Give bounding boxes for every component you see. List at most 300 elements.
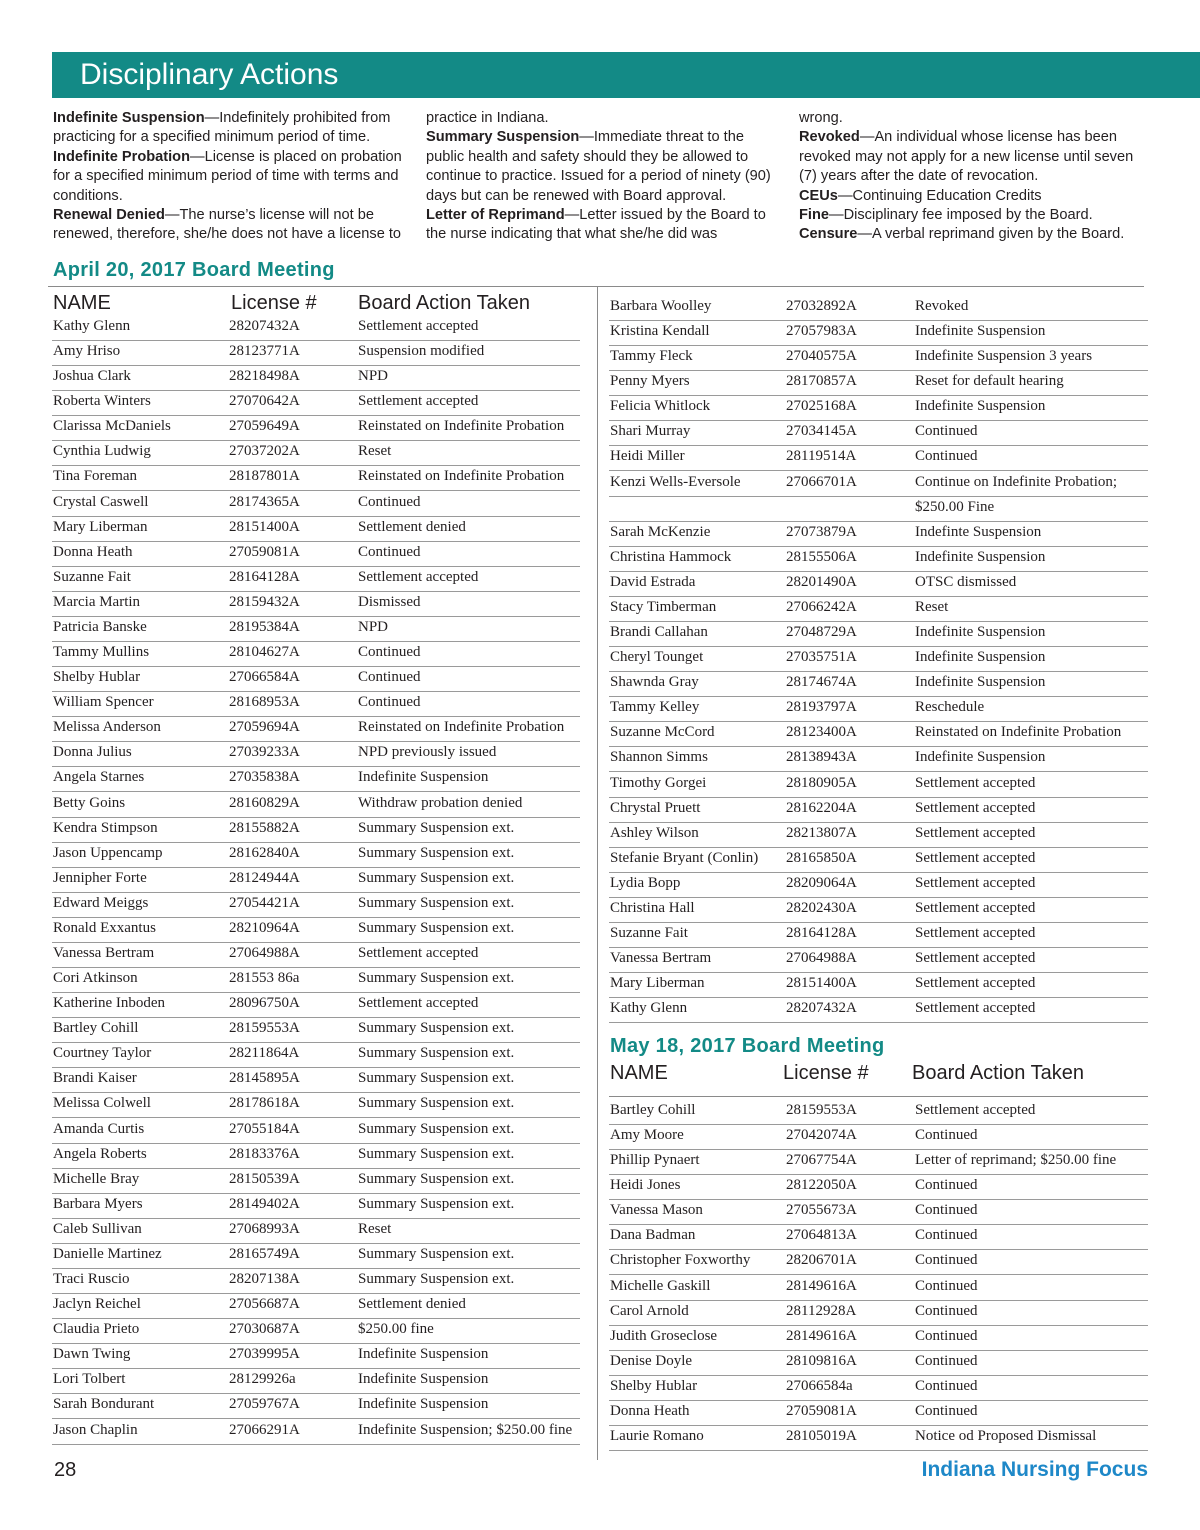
definition-text: practice in Indiana. [426, 110, 549, 126]
row-action: Continued [358, 543, 421, 560]
definition-term: Letter of Reprimand [426, 207, 565, 224]
table-row [609, 823, 1148, 848]
row-license: 27035751A [786, 649, 857, 666]
row-license: 27059081A [786, 1402, 857, 1419]
row-license: 27059767A [229, 1396, 300, 1413]
row-name: Jennipher Forte [53, 869, 147, 886]
table-row [609, 497, 1148, 522]
row-action: Indefinite Suspension [915, 674, 1046, 691]
table-row [52, 1093, 580, 1118]
table-row [609, 998, 1148, 1023]
row-license: 27070642A [229, 393, 300, 410]
row-license: 27048729A [786, 624, 857, 641]
table-row [609, 522, 1148, 547]
row-action: Continued [915, 1127, 978, 1144]
row-action: Notice od Proposed Dismissal [915, 1428, 1097, 1445]
row-action: Summary Suspension ext. [358, 844, 515, 861]
table-row [52, 893, 580, 918]
definition-entry [799, 206, 1144, 225]
table-row [609, 1401, 1148, 1426]
table-row [52, 642, 580, 667]
table-row [609, 321, 1148, 346]
table-row [52, 717, 580, 742]
row-action: Summary Suspension ext. [358, 1070, 515, 1087]
table-row [52, 617, 580, 642]
definition-term: Fine [799, 207, 829, 224]
row-action: Settlement accepted [358, 318, 479, 334]
row-name: Michelle Gaskill [610, 1277, 711, 1294]
table-row [52, 742, 580, 767]
table-row [609, 472, 1148, 497]
row-name: Lydia Bopp [610, 874, 681, 891]
definition-term: Indefinite Suspension [53, 110, 205, 126]
row-action: Settlement accepted [915, 849, 1036, 866]
row-action: $250.00 fine [358, 1321, 434, 1338]
row-license: 27068993A [229, 1220, 300, 1237]
table-row [52, 1119, 580, 1144]
may-license-header: License # [783, 1062, 869, 1084]
row-name: Michelle Bray [53, 1170, 140, 1187]
table-row [609, 973, 1148, 998]
row-action: Dismissed [358, 593, 421, 610]
row-name: Barbara Myers [53, 1195, 143, 1212]
row-license: 28180905A [786, 774, 857, 791]
row-name: Patricia Banske [53, 618, 147, 635]
row-license: 28160829A [229, 794, 300, 811]
definition-entry [799, 187, 1144, 206]
row-name: Vanessa Bertram [53, 945, 155, 961]
row-action: Continued [358, 694, 421, 711]
row-name: Barbara Woolley [610, 298, 712, 314]
row-action: Indefinte Suspension [915, 523, 1042, 540]
row-action: Indefinite Suspension [915, 749, 1046, 766]
row-action: Indefinite Suspension 3 years [915, 348, 1093, 365]
row-license: 27066291A [229, 1421, 300, 1438]
row-license: 28207432A [229, 318, 300, 334]
row-action: Indefinite Suspension [915, 398, 1046, 415]
row-action: Summary Suspension ext. [358, 1145, 515, 1162]
row-license: 27055184A [229, 1120, 300, 1137]
row-action: Continued [915, 1352, 978, 1369]
row-license: 28207138A [229, 1271, 300, 1288]
row-license: 27064813A [786, 1227, 857, 1244]
row-license: 28138943A [786, 749, 857, 766]
row-name: Suzanne Fait [53, 568, 131, 585]
row-license: 28193797A [786, 699, 857, 716]
row-license: 27064988A [786, 950, 857, 967]
row-name: Lori Tolbert [53, 1371, 126, 1388]
definition-text: —Immediate threat to the public health and safety should they be allowed to continue to practice. Issued for a period of ninety (90) days but can be renewed with Board approval. [426, 129, 771, 204]
row-license: 28155506A [786, 548, 857, 565]
definition-text: —A verbal reprimand given by the Board. [857, 226, 1125, 243]
row-action: Summary Suspension ext. [358, 1170, 515, 1187]
definition-term: Indefinite Probation [53, 148, 191, 165]
row-name: Suzanne Fait [610, 925, 688, 941]
row-license: 28149616A [786, 1327, 857, 1344]
row-license: 27039995A [229, 1346, 300, 1363]
row-action: Continued [915, 1302, 978, 1319]
row-license: 28112928A [786, 1302, 857, 1319]
row-action: Continued [358, 644, 421, 661]
row-name: Brandi Callahan [610, 624, 708, 641]
row-action: Continued [915, 1377, 978, 1394]
row-action: Indefinite Suspension [915, 548, 1046, 565]
row-name: Betty Goins [53, 794, 126, 811]
row-action: Reinstated on Indefinite Probation [358, 719, 565, 736]
row-license: 28201490A [786, 573, 857, 590]
row-name: Angela Starnes [53, 769, 145, 786]
table-row [609, 1301, 1148, 1326]
row-license: 28210964A [229, 919, 300, 936]
row-license: 28151400A [786, 975, 857, 992]
table-row [609, 1150, 1148, 1175]
definitions-column-1 [53, 109, 408, 245]
row-license: 28211864A [229, 1045, 300, 1062]
table-row [52, 1043, 580, 1068]
row-name: Edward Meiggs [53, 894, 149, 911]
table-row [609, 1100, 1148, 1125]
row-name: Heidi Miller [610, 448, 685, 465]
row-name: Tammy Mullins [53, 644, 150, 661]
row-name: Jaclyn Reichel [53, 1296, 141, 1313]
row-name: Suzanne McCord [610, 724, 715, 741]
row-name: Shelby Hublar [610, 1377, 698, 1394]
row-name: Cynthia Ludwig [53, 443, 151, 460]
table-row [609, 547, 1148, 572]
definition-term: Revoked [799, 129, 860, 146]
april-name-header: NAME [53, 292, 111, 314]
row-license: 27025168A [786, 398, 857, 415]
row-name: Phillip Pynaert [610, 1152, 700, 1169]
row-name: Bartley Cohill [610, 1102, 696, 1118]
row-action: Continued [915, 1402, 978, 1419]
row-action: Settlement accepted [915, 1102, 1036, 1118]
row-action: Reset [358, 443, 392, 460]
row-name: Claudia Prieto [53, 1321, 140, 1338]
row-name: Kendra Stimpson [53, 819, 158, 836]
row-license: 27037202A [229, 443, 300, 460]
definition-entry [426, 109, 776, 128]
row-name: Danielle Martinez [53, 1245, 162, 1262]
may-name-header: NAME [610, 1062, 668, 1084]
row-name: Donna Julius [53, 744, 132, 761]
row-name: Timothy Gorgei [610, 774, 707, 791]
row-license: 28104627A [229, 644, 300, 661]
table-row [52, 1068, 580, 1093]
row-license: 28207432A [786, 1000, 857, 1017]
row-name: Shari Murray [610, 423, 691, 440]
table-row [52, 567, 580, 592]
row-license: 28195384A [229, 618, 300, 635]
row-action: Indefinite Suspension [915, 649, 1046, 666]
row-license: 28218498A [229, 368, 300, 385]
row-action: Reinstated on Indefinite Probation [915, 724, 1122, 741]
definition-entry [53, 206, 408, 245]
row-name: Dawn Twing [53, 1346, 131, 1363]
table-row [609, 798, 1148, 823]
table-row [52, 517, 580, 542]
definition-entry [799, 128, 1144, 186]
definition-entry [426, 128, 776, 206]
row-name: Katherine Inboden [53, 995, 166, 1012]
row-name: Kathy Glenn [53, 318, 131, 334]
row-name: Joshua Clark [53, 368, 131, 385]
row-name: Felicia Whitlock [610, 398, 711, 415]
row-name: Denise Doyle [610, 1352, 693, 1369]
row-name: Caleb Sullivan [53, 1220, 142, 1237]
definition-text: —Letter issued by the Board to the nurse indicating that what she/he did was [426, 207, 766, 243]
row-license: 27066701A [786, 473, 857, 490]
table-row [52, 1294, 580, 1319]
definition-text: —The nurse’s license will not be renewed, therefore, she/he does not have a license to [53, 207, 402, 243]
row-name: Kristina Kendall [610, 323, 710, 340]
row-license: 28170857A [786, 373, 857, 390]
row-action: Settlement accepted [915, 899, 1036, 916]
row-action: Continued [915, 1277, 978, 1294]
row-license: 28206701A [786, 1252, 857, 1269]
row-license: 27066584a [786, 1377, 853, 1394]
row-license: 28209064A [786, 874, 857, 891]
row-license: 28174365A [229, 493, 300, 510]
table-row [609, 1276, 1148, 1301]
row-action: Continued [358, 669, 421, 686]
row-name: Tina Foreman [53, 468, 138, 485]
row-action: Indefinite Suspension [358, 1371, 489, 1388]
table-row [609, 1376, 1148, 1401]
row-license: 28162840A [229, 844, 300, 861]
publication-name: Indiana Nursing Focus [921, 1458, 1148, 1481]
row-action: Continued [915, 1252, 978, 1269]
row-name: Tammy Kelley [610, 699, 700, 716]
row-name: Ronald Exxantus [53, 919, 156, 936]
table-row [52, 1344, 580, 1369]
row-name: Roberta Winters [53, 393, 151, 410]
row-action: Indefinite Suspension [915, 323, 1046, 340]
row-action: Settlement accepted [915, 925, 1036, 941]
definition-text: wrong. [799, 110, 843, 126]
row-name: Sarah Bondurant [53, 1396, 155, 1413]
table-row [52, 667, 580, 692]
row-license: 28187801A [229, 468, 300, 485]
table-row [52, 1420, 580, 1445]
definition-text: —License is placed on probation for a specified minimum period of time with terms and conditions. [53, 148, 402, 204]
row-license: 28109816A [786, 1352, 857, 1369]
table-row [609, 873, 1148, 898]
row-name: Ashley Wilson [610, 824, 699, 841]
row-license: 28122050A [786, 1177, 857, 1194]
table-row [52, 1194, 580, 1219]
table-row [609, 923, 1148, 948]
row-license: 27054421A [229, 894, 300, 911]
definition-term: Censure [799, 226, 858, 243]
row-action: Reset [915, 598, 949, 615]
row-license: 27057983A [786, 323, 857, 340]
row-name: Jason Uppencamp [53, 844, 163, 861]
table-row [609, 722, 1148, 747]
row-action: Summary Suspension ext. [358, 970, 515, 987]
row-name: Jason Chaplin [53, 1421, 138, 1438]
table-row [609, 1426, 1148, 1451]
row-license: 27064988A [229, 945, 300, 961]
table-row [52, 542, 580, 567]
row-name: Kenzi Wells-Eversole [610, 473, 741, 490]
row-name: Christopher Foxworthy [610, 1252, 751, 1269]
table-row [52, 1394, 580, 1419]
table-row [609, 647, 1148, 672]
table-row [52, 341, 580, 366]
row-license: 281553 86a [229, 970, 300, 987]
table-row [52, 767, 580, 792]
row-action: Indefinite Suspension [358, 1346, 489, 1363]
definition-term: Summary Suspension [426, 129, 580, 146]
row-action: Continued [915, 1227, 978, 1244]
row-name: Melissa Anderson [53, 719, 161, 736]
row-license: 27039233A [229, 744, 300, 761]
column-divider [597, 287, 598, 1460]
table-row [52, 1244, 580, 1269]
april-action-header: Board Action Taken [358, 292, 530, 314]
definition-entry [799, 109, 1144, 128]
row-action: Suspension modified [358, 343, 485, 360]
row-name: Donna Heath [610, 1402, 690, 1419]
row-name: Traci Ruscio [53, 1271, 130, 1288]
row-name: Chrystal Pruett [610, 799, 701, 816]
row-license: 28119514A [786, 448, 857, 465]
row-action: Withdraw probation denied [358, 794, 523, 811]
table-row [609, 1175, 1148, 1200]
table-row [609, 697, 1148, 722]
row-license: 28149402A [229, 1195, 300, 1212]
row-action: NPD [358, 618, 389, 635]
row-name: Bartley Cohill [53, 1020, 139, 1037]
row-action: Settlement accepted [915, 975, 1036, 992]
row-name: Christina Hall [610, 899, 695, 916]
table-row [609, 1225, 1148, 1250]
definition-text: —Indefinitely prohibited from practicing for a specified minimum period of time. [53, 110, 391, 146]
row-action: Settlement accepted [358, 393, 479, 410]
row-license: 28165850A [786, 849, 857, 866]
row-name: Mary Liberman [53, 518, 148, 535]
row-action: Summary Suspension ext. [358, 819, 515, 836]
row-action: Summary Suspension ext. [358, 1245, 515, 1262]
row-name: Amy Moore [610, 1127, 684, 1144]
row-action: Summary Suspension ext. [358, 1095, 515, 1112]
table-row [609, 848, 1148, 873]
row-name: Stefanie Bryant (Conlin) [610, 849, 759, 866]
row-name: Heidi Jones [610, 1177, 681, 1194]
table-row [52, 692, 580, 717]
row-license: 27059694A [229, 719, 300, 736]
table-row [609, 773, 1148, 798]
row-name: Brandi Kaiser [53, 1070, 137, 1087]
row-license: 28105019A [786, 1428, 857, 1445]
row-name: Shawnda Gray [610, 674, 699, 691]
april-license-header: License # [231, 292, 317, 314]
table-row [52, 391, 580, 416]
row-action: Settlement accepted [915, 774, 1036, 791]
row-license: 28183376A [229, 1145, 300, 1162]
row-name: Cori Atkinson [53, 970, 138, 987]
row-action: Settlement accepted [358, 568, 479, 585]
table-row [609, 622, 1148, 647]
row-name: Amanda Curtis [53, 1120, 145, 1137]
table-row [52, 366, 580, 391]
row-name: Donna Heath [53, 543, 133, 560]
row-action: Continued [915, 1327, 978, 1344]
row-action: Settlement denied [358, 1296, 466, 1313]
row-license: 28213807A [786, 824, 857, 841]
row-action: Settlement accepted [358, 945, 479, 961]
row-license: 28159553A [786, 1102, 857, 1118]
row-name: Stacy Timberman [610, 598, 717, 615]
row-action: Settlement denied [358, 518, 466, 535]
row-action: Settlement accepted [915, 1000, 1036, 1017]
row-license: 28151400A [229, 518, 300, 535]
april-header-rule [48, 286, 1144, 287]
row-license: 28150539A [229, 1170, 300, 1187]
row-license: 27056687A [229, 1296, 300, 1313]
table-row [609, 1250, 1148, 1275]
row-name: Amy Hriso [53, 343, 121, 360]
row-action: Letter of reprimand; $250.00 fine [915, 1152, 1117, 1169]
row-action: Reinstated on Indefinite Probation [358, 468, 565, 485]
definition-entry [799, 225, 1144, 244]
row-license: 28159432A [229, 593, 300, 610]
table-row [52, 316, 580, 341]
row-license: 28129926a [229, 1371, 296, 1388]
row-action: NPD previously issued [358, 744, 497, 761]
row-action: Settlement accepted [915, 950, 1036, 967]
row-license: 28178618A [229, 1095, 300, 1112]
row-name: Shannon Simms [610, 749, 708, 766]
row-name: Crystal Caswell [53, 493, 149, 510]
row-name: Dana Badman [610, 1227, 696, 1244]
table-row [609, 572, 1148, 597]
table-row [609, 948, 1148, 973]
table-row [609, 672, 1148, 697]
row-name: Shelby Hublar [53, 669, 141, 686]
row-license: 28096750A [229, 995, 300, 1012]
row-license: 27059081A [229, 543, 300, 560]
table-row [52, 1269, 580, 1294]
row-name: David Estrada [610, 573, 696, 590]
row-name: Carol Arnold [610, 1302, 689, 1319]
table-row [609, 446, 1148, 471]
table-row [52, 592, 580, 617]
row-license: 27034145A [786, 423, 857, 440]
page-number: 28 [54, 1459, 77, 1481]
row-action: Summary Suspension ext. [358, 1045, 515, 1062]
row-name: Christina Hammock [610, 548, 732, 565]
table-row [609, 396, 1148, 421]
row-action: Summary Suspension ext. [358, 1120, 515, 1137]
table-row [52, 868, 580, 893]
row-license: 28123400A [786, 724, 857, 741]
row-license: 27055673A [786, 1202, 857, 1219]
row-action: Summary Suspension ext. [358, 894, 515, 911]
table-row [609, 421, 1148, 446]
row-action: Continued [915, 423, 978, 440]
definition-entry [53, 148, 408, 206]
row-license: 28155882A [229, 819, 300, 836]
table-row [609, 371, 1148, 396]
row-name: William Spencer [53, 694, 154, 711]
row-action: Settlement accepted [915, 824, 1036, 841]
table-row [52, 943, 580, 968]
row-name: Melissa Colwell [53, 1095, 151, 1112]
row-license: 27030687A [229, 1321, 300, 1338]
row-license: 27073879A [786, 523, 857, 540]
